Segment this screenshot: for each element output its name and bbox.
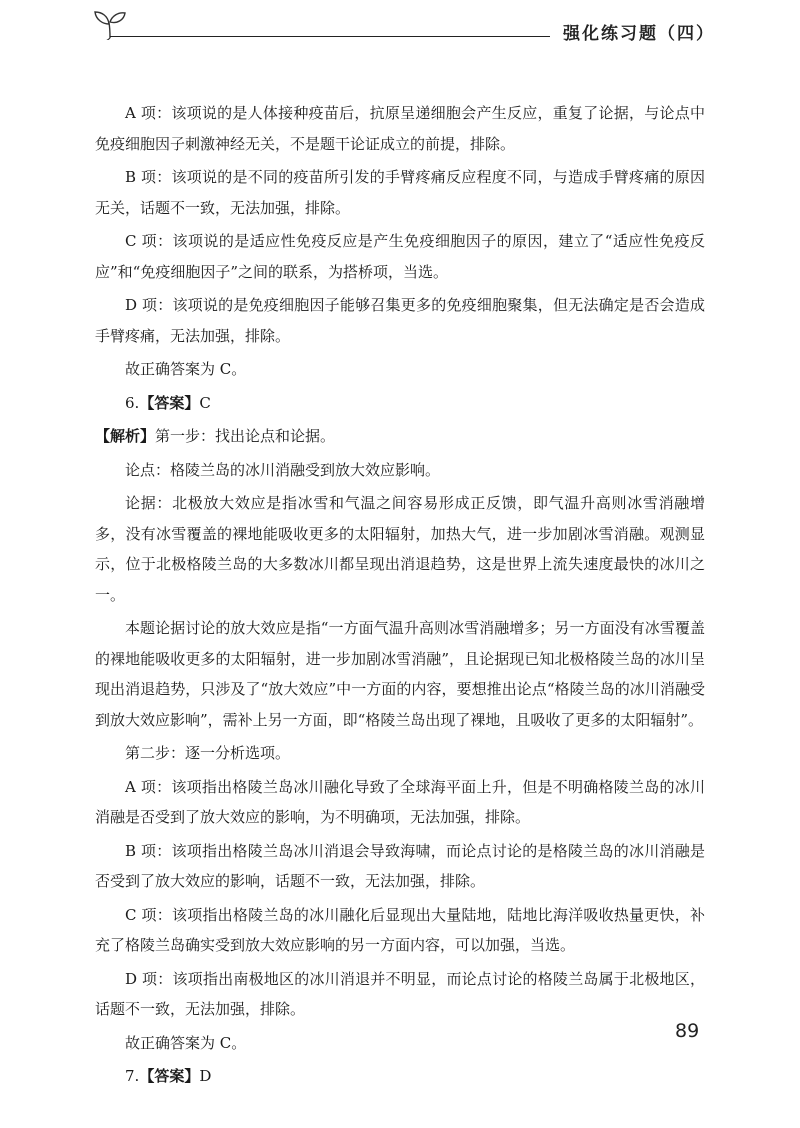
page-number: 89: [675, 1020, 700, 1042]
analysis-text: 第一步：找出论点和论据。: [155, 427, 336, 445]
question-number: 6.: [125, 393, 140, 412]
question-number: 7.: [125, 1067, 140, 1085]
paragraph: C 项：该项说的是适应性免疫反应是产生免疫细胞因子的原因，建立了“适应性免疫反应”和“免疫细胞因子”之间的联系，为搭桥项，当选。: [95, 232, 705, 281]
answer-value: C: [199, 393, 211, 412]
paragraph: C 项：该项指出格陵兰岛的冰川融化后显现出大量陆地，陆地比海洋吸收热量更快，补充了格陵兰岛确实受到放大效应影响的另一方面内容，可以加强，当选。: [95, 905, 705, 954]
paragraph: 故正确答案为 C。: [125, 1033, 247, 1052]
running-header-title: 强化练习题（四）: [563, 24, 715, 44]
paragraph: A 项：该项说的是人体接种疫苗后，抗原呈递细胞会产生反应，重复了论据，与论点中免疫细胞因子刺激神经无关，不是题干论证成立的前提，排除。: [95, 104, 705, 153]
header-rule: [110, 36, 550, 37]
question-answer-line: [95, 388, 705, 419]
answer-label: 【答案】: [139, 393, 200, 412]
paragraph: 第二步：逐一分析选项。: [125, 744, 291, 762]
page-body: [95, 98, 705, 1092]
analysis-label: 【解析】: [95, 427, 156, 445]
paragraph: A 项：该项指出格陵兰岛冰川融化导致了全球海平面上升，但是不明确格陵兰岛的冰川消融是否受到了放大效应的影响，为不明确项，无法加强，排除。: [95, 777, 705, 826]
paragraph: 论点：格陵兰岛的冰川消融受到放大效应影响。: [125, 460, 441, 479]
answer-label: 【答案】: [139, 1067, 200, 1085]
paragraph: B 项：该项指出格陵兰岛冰川消退会导致海啸，而论点讨论的是格陵兰岛的冰川消融是否受到了放大效应的影响，话题不一致，无法加强，排除。: [95, 841, 705, 890]
paragraph: D 项：该项说的是免疫细胞因子能够召集更多的免疫细胞聚集，但无法确定是否会造成手臂疼痛，无法加强，排除。: [95, 296, 705, 345]
paragraph: 论据：北极放大效应是指冰雪和气温之间容易形成正反馈，即气温升高则冰雪消融增多，没有冰雪覆盖的裸地能吸收更多的太阳辐射，加热大气，进一步加剧冰雪消融。观测显示，位于北极格陵兰岛的大多数冰川都呈现出消退趋势，这是世界上流失速度最快的冰川之一。: [95, 494, 705, 604]
answer-value: D: [199, 1067, 212, 1085]
paragraph: 本题论据讨论的放大效应是指“一方面气温升高则冰雪消融增多；另一方面没有冰雪覆盖的裸地能吸收更多的太阳辐射，进一步加剧冰雪消融”，且论据现已知北极格陵兰岛的冰川呈现出消退趋势，只涉及了“放大效应”中一方面的内容，要想推出论点“格陵兰岛的冰川消融受到放大效应影响”，需补上另一方面，即“格陵兰岛出现了裸地，且吸收了更多的太阳辐射”。: [95, 619, 705, 729]
paragraph: D 项：该项指出南极地区的冰川消退并不明显，而论点讨论的格陵兰岛属于北极地区，话题不一致，无法加强，排除。: [95, 969, 705, 1018]
paragraph: B 项：该项说的是不同的疫苗所引发的手臂疼痛反应程度不同，与造成手臂疼痛的原因无关，话题不一致，无法加强，排除。: [95, 168, 705, 217]
page-header: [0, 0, 800, 50]
paragraph: 故正确答案为 C。: [125, 360, 247, 378]
analysis-line: [95, 421, 705, 452]
question-answer-line: [95, 1061, 705, 1092]
